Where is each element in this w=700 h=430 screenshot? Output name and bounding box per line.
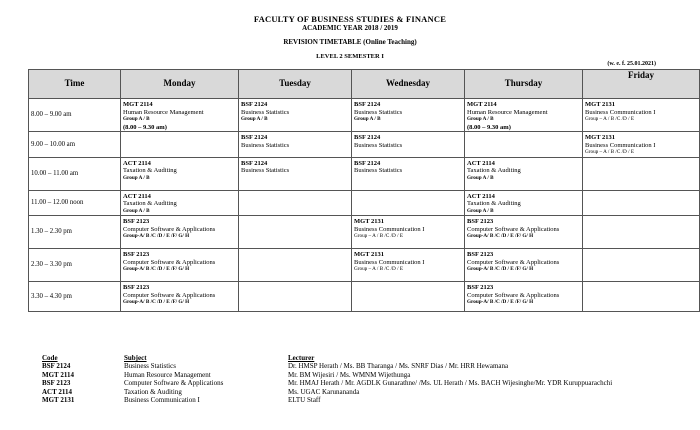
course-code: MGT 2131 — [354, 251, 385, 258]
class-cell-tuesday — [239, 249, 352, 282]
class-cell-thursday — [465, 132, 583, 158]
col-header-time: Time — [29, 70, 121, 99]
class-cell-tuesday — [239, 282, 352, 312]
course-subject: Business Communication I — [585, 141, 656, 149]
course-subject: Business Communication I — [354, 258, 425, 266]
class-cell-thursday — [465, 216, 583, 249]
legend-row — [42, 388, 698, 396]
course-code: BSF 2124 — [241, 159, 268, 167]
course-group: Group – A / B /C /D / E — [585, 116, 634, 122]
legend-row — [42, 371, 698, 379]
course-subject: Business Statistics — [241, 141, 290, 149]
course-code: MGT 2131 — [354, 218, 385, 225]
course-code: ACT 2114 — [467, 192, 495, 200]
course-code: MGT 2131 — [585, 101, 616, 108]
legend-lecturer: Dr. HMSP Herath / Ms. BB Tharanga / Ms. SNRF Dias / Mr. HRR Hewamana — [288, 362, 509, 371]
class-cell-wednesday — [352, 99, 465, 132]
timetable-row — [29, 99, 700, 132]
course-group: Group-A/ B /C /D / E /F/ G/ H — [123, 233, 190, 239]
class-cell-thursday — [465, 157, 583, 190]
course-code: BSF 2124 — [354, 134, 381, 141]
class-cell-friday — [583, 190, 700, 216]
legend-code: MGT 2114 — [42, 370, 74, 379]
course-subject: Business Communication I — [354, 225, 425, 233]
course-subject: Computer Software & Applications — [467, 291, 560, 299]
course-subject: Business Statistics — [241, 108, 290, 116]
legend-row — [42, 362, 698, 370]
course-group: Group A / B — [467, 207, 494, 214]
course-subject: Taxation & Auditing — [123, 200, 177, 207]
class-cell-thursday — [465, 249, 583, 282]
course-subject: Business Statistics — [354, 141, 403, 149]
course-group: Group-A/ B /C /D / E /F/ G/ H — [123, 299, 190, 305]
timetable-row — [29, 190, 700, 216]
legend-code: BSF 2123 — [42, 379, 71, 388]
legend-header-lecturer: Lecturer — [288, 354, 315, 362]
course-time-note: (8.00 – 9.30 am) — [123, 123, 167, 131]
level-label: LEVEL 2 SEMESTER I — [316, 53, 384, 60]
course-subject: Computer Software & Applications — [467, 258, 560, 266]
course-subject: Business Statistics — [354, 108, 403, 116]
course-code: BSF 2123 — [123, 218, 150, 225]
class-cell-monday — [121, 249, 239, 282]
class-cell-wednesday — [352, 190, 465, 216]
course-group: Group A / B — [123, 116, 150, 122]
legend-row — [42, 379, 698, 387]
course-code: BSF 2123 — [123, 251, 150, 258]
time-slot: 3.30 – 4.30 pm — [29, 282, 121, 312]
course-code: BSF 2123 — [467, 284, 494, 291]
class-cell-friday — [583, 157, 700, 190]
course-group: Group A / B — [241, 116, 268, 122]
legend-lecturer: ELTU Staff — [288, 396, 321, 405]
class-cell-friday — [583, 99, 700, 132]
course-code: MGT 2114 — [123, 101, 153, 108]
course-group: Group A / B — [354, 116, 381, 122]
class-cell-monday — [121, 99, 239, 132]
course-code: BSF 2123 — [467, 218, 494, 225]
class-cell-thursday — [465, 99, 583, 132]
course-code: BSF 2124 — [354, 101, 381, 108]
col-header-friday: Friday — [583, 70, 700, 99]
course-group: Group-A/ B /C /D / E /F/ G/ H — [467, 233, 534, 239]
course-code: BSF 2124 — [241, 134, 268, 141]
timetable — [28, 69, 700, 312]
timetable-row — [29, 249, 700, 282]
course-subject: Business Statistics — [354, 167, 403, 174]
legend-code: ACT 2114 — [42, 387, 73, 396]
time-slot: 10.00 – 11.00 am — [29, 157, 121, 190]
legend-code: MGT 2131 — [42, 396, 75, 405]
class-cell-tuesday — [239, 132, 352, 158]
time-slot: 1.30 – 2.30 pm — [29, 216, 121, 249]
class-cell-tuesday — [239, 190, 352, 216]
course-subject: Computer Software & Applications — [467, 225, 560, 233]
class-cell-monday — [121, 282, 239, 312]
course-code: MGT 2114 — [467, 101, 497, 108]
time-slot: 2.30 – 3.30 pm — [29, 249, 121, 282]
course-subject: Human Resource Management — [123, 108, 204, 116]
legend-subject: Business Statistics — [124, 362, 176, 371]
course-group: Group A / B — [123, 207, 150, 214]
legend-row — [42, 396, 698, 404]
course-subject: Computer Software & Applications — [123, 225, 216, 233]
class-cell-tuesday — [239, 216, 352, 249]
col-header-tuesday: Tuesday — [239, 70, 352, 99]
class-cell-friday — [583, 282, 700, 312]
class-cell-monday — [121, 216, 239, 249]
course-subject: Human Resource Management — [467, 108, 548, 116]
col-header-wednesday: Wednesday — [352, 70, 465, 99]
class-cell-wednesday — [352, 282, 465, 312]
course-code: ACT 2114 — [123, 159, 151, 167]
timetable-row — [29, 157, 700, 190]
class-cell-wednesday — [352, 157, 465, 190]
legend-subject: Business Communication I — [124, 396, 200, 405]
course-group: Group A / B — [123, 174, 150, 181]
legend-header-code: Code — [42, 354, 58, 362]
course-subject: Business Statistics — [241, 167, 290, 174]
academic-year: ACADEMIC YEAR 2018 / 2019 — [302, 24, 398, 32]
timetable-row — [29, 282, 700, 312]
course-subject: Computer Software & Applications — [123, 258, 216, 266]
course-subject: Business Communication I — [585, 108, 656, 116]
legend-subject: Computer Software & Applications — [124, 379, 224, 388]
legend-header-row — [42, 354, 698, 362]
course-group: Group – A / B /C /D / E — [354, 266, 403, 272]
course-group: Group-A/ B /C /D / E /F/ G/ H — [467, 299, 534, 305]
legend-code: BSF 2124 — [42, 362, 71, 371]
course-code: ACT 2114 — [123, 192, 151, 200]
class-cell-friday — [583, 249, 700, 282]
course-subject: Computer Software & Applications — [123, 291, 216, 299]
legend-subject: Taxation & Auditing — [124, 387, 182, 396]
course-group: Group A / B — [467, 116, 494, 122]
class-cell-wednesday — [352, 132, 465, 158]
course-code: BSF 2124 — [354, 159, 381, 167]
effective-date: (w. e. f. 25.01.2021) — [607, 61, 656, 67]
course-code: BSF 2123 — [467, 251, 494, 258]
col-header-thursday: Thursday — [465, 70, 583, 99]
timetable-row — [29, 132, 700, 158]
course-subject: Taxation & Auditing — [123, 167, 177, 174]
class-cell-thursday — [465, 190, 583, 216]
class-cell-wednesday — [352, 249, 465, 282]
course-code: BSF 2124 — [241, 101, 268, 108]
time-slot: 11.00 – 12.00 noon — [29, 190, 121, 216]
legend-lecturer: Ms. UGAC Karunananda — [288, 387, 360, 396]
class-cell-tuesday — [239, 157, 352, 190]
legend-lecturer: Mr. BM Wijesiri / Ms. WMNM Wijethunga — [288, 370, 411, 379]
course-time-note: (8.00 – 9.30 am) — [467, 123, 511, 131]
class-cell-wednesday — [352, 216, 465, 249]
course-code: ACT 2114 — [467, 159, 495, 167]
course-group: Group-A/ B /C /D / E /F/ G/ H — [123, 266, 190, 272]
faculty-title: FACULTY OF BUSINESS STUDIES & FINANCE — [253, 14, 447, 24]
class-cell-monday — [121, 157, 239, 190]
class-cell-thursday — [465, 282, 583, 312]
time-slot: 8.00 – 9.00 am — [29, 99, 121, 132]
course-subject: Taxation & Auditing — [467, 167, 521, 174]
course-legend — [42, 354, 698, 404]
course-group: Group – A / B /C /D / E — [585, 149, 634, 155]
timetable-title: REVISION TIMETABLE (Online Teaching) — [283, 38, 417, 46]
class-cell-friday — [583, 216, 700, 249]
class-cell-monday — [121, 132, 239, 158]
course-group: Group A / B — [467, 174, 494, 181]
course-subject: Taxation & Auditing — [467, 200, 521, 207]
course-group: Group-A/ B /C /D / E /F/ G/ H — [467, 266, 534, 272]
legend-header-subject: Subject — [124, 354, 147, 362]
legend-lecturer: Mr. HMAJ Herath / Mr. AGDLK Gunarathne/ /Ms. UL Herath / Ms. BACH Wijesinghe/Mr. YDR Kuruppuarachchi — [288, 379, 613, 388]
course-code: MGT 2131 — [585, 134, 616, 141]
class-cell-friday — [583, 132, 700, 158]
timetable-row — [29, 216, 700, 249]
course-code: BSF 2123 — [123, 284, 150, 291]
timetable-header-row — [29, 70, 700, 99]
class-cell-tuesday — [239, 99, 352, 132]
time-slot: 9.00 – 10.00 am — [29, 132, 121, 158]
class-cell-monday — [121, 190, 239, 216]
course-group: Group – A / B /C /D / E — [354, 233, 403, 239]
col-header-monday: Monday — [121, 70, 239, 99]
legend-subject: Human Resource Management — [124, 370, 211, 379]
